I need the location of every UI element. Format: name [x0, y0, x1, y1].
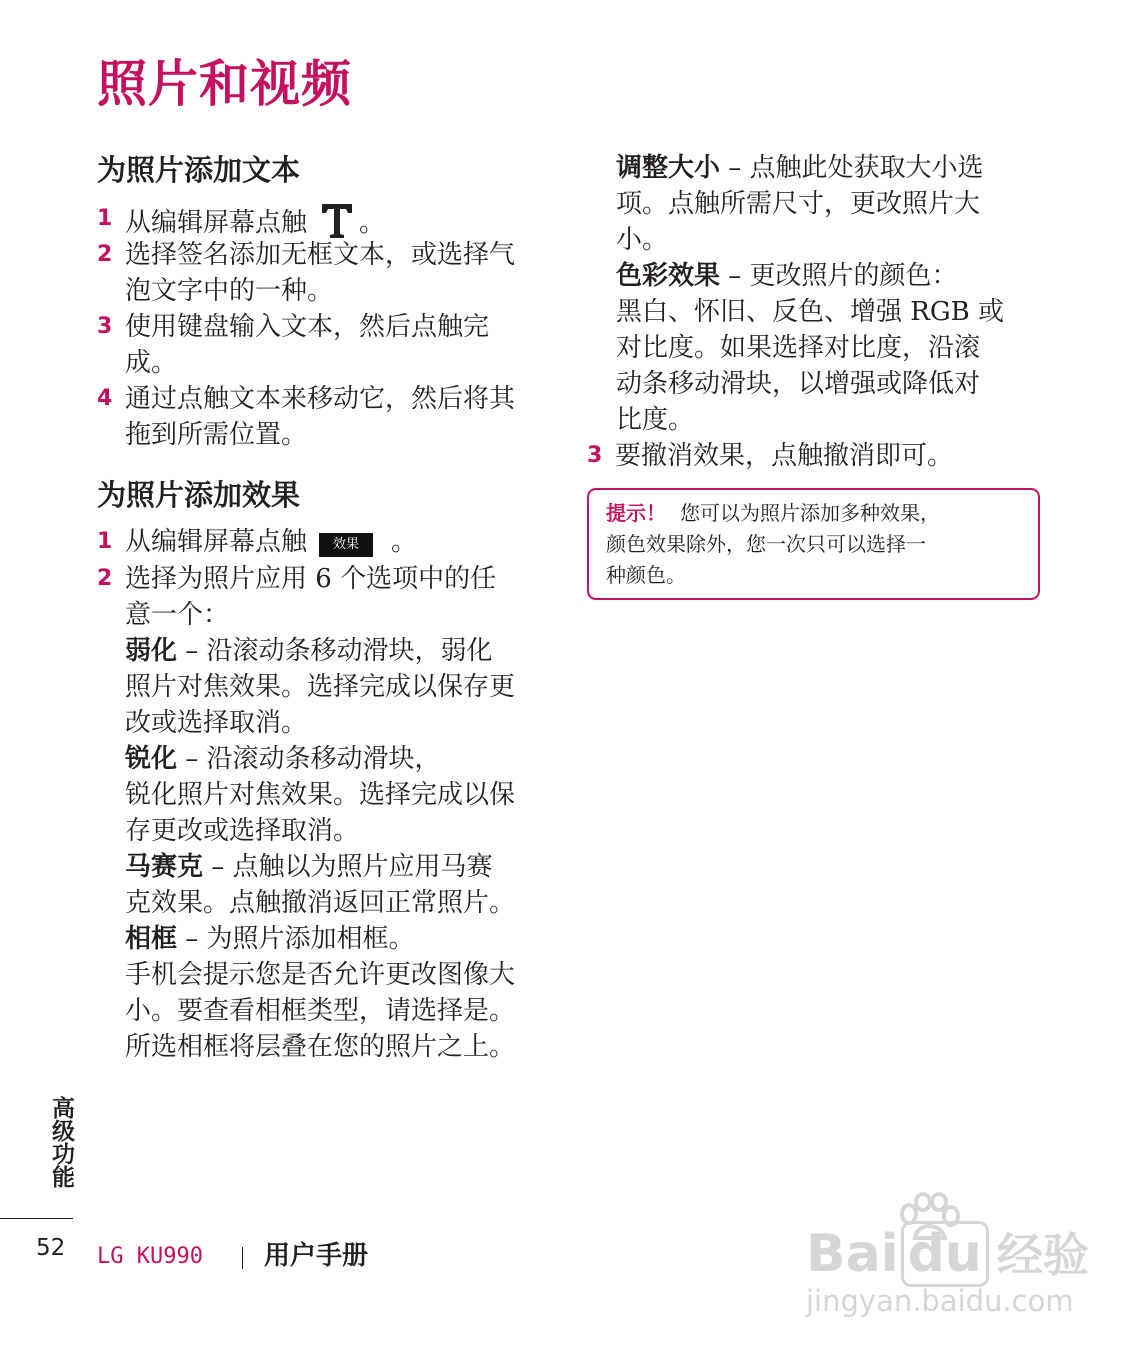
option-text: 照片对焦效果。选择完成以保存更 [125, 672, 516, 702]
watermark-logo [806, 1226, 1089, 1283]
footer-model: LG KU990 [97, 1244, 203, 1269]
effect-button-image: 效果 [319, 533, 373, 557]
step-text: 要撤消效果，点触撤消即可。 [615, 441, 954, 471]
tip-text: 种颜色。 [606, 563, 686, 587]
option-resize: 调整大小 – 点触此处获取大小选 项。点触所需尺寸，更改照片大 小。 色彩效果 – 更改照片的颜色： 黑白、怀旧、反色、增强 RGB 或 对比度。如果选择对比度，沿滚 动条移动滑块，以增强或降低对 比度。 [616, 150, 1004, 438]
watermark-product: 经验 [996, 1228, 1089, 1282]
list-item [97, 237, 515, 309]
step-text: 意一个： [125, 600, 230, 630]
page-number: 52 [36, 1235, 66, 1261]
option-text: 动条移动滑块，以增强或降低对 [616, 369, 981, 399]
section-heading-add-text: 为照片添加文本 [97, 153, 301, 187]
step-text: 。 [359, 208, 386, 238]
option-text: 对比度。如果选择对比度，沿滚 [616, 333, 981, 363]
option-mosaic: 马赛克 – 点触以为照片应用马赛 [125, 852, 493, 882]
option-text: 所选相框将层叠在您的照片之上。 [125, 1032, 516, 1062]
option-sharpen: 锐化 – 沿滚动条移动滑块， [125, 744, 441, 774]
footer-divider [242, 1247, 243, 1269]
list-item [97, 561, 515, 1065]
list-item [97, 381, 515, 453]
watermark-brand-box: du [901, 1221, 989, 1287]
watermark-url: jingyan.baidu.com [806, 1284, 1074, 1318]
option-text: 改或选择取消。 [125, 708, 308, 738]
option-soften: 弱化 – 沿滚动条移动滑块，弱化 [125, 636, 493, 666]
option-term: 相框 [125, 924, 178, 954]
step-text: 选择签名添加无框文本，或选择气 [125, 240, 516, 270]
tip-box [587, 488, 1040, 600]
text-tool-icon [321, 201, 353, 239]
step-text: 通过点触文本来移动它，然后将其 [125, 384, 516, 414]
list-item [587, 438, 953, 474]
step-number: 3 [97, 314, 113, 339]
step-number: 4 [97, 386, 113, 411]
tip-text: 颜色效果除外，您一次只可以选择一 [606, 532, 926, 556]
option-term: 调整大小 [616, 153, 721, 183]
step-text: 泡文字中的一种。 [125, 276, 334, 306]
option-text: 小。要查看相框类型，请选择是。 [125, 996, 516, 1026]
option-text: 比度。 [616, 405, 695, 435]
option-term: 色彩效果 [616, 261, 721, 291]
option-text: 小。 [616, 225, 669, 255]
page-title: 照片和视频 [97, 54, 352, 113]
option-text: 锐化照片对焦效果。选择完成以保 [125, 780, 516, 810]
step-text: 成。 [125, 348, 178, 378]
step-number: 1 [97, 529, 113, 554]
list-item [97, 309, 489, 381]
step-text: 从编辑屏幕点触 [125, 527, 308, 557]
step-text: 拖到所需位置。 [125, 420, 308, 450]
step-number: 1 [97, 206, 113, 231]
step-text: 。 [391, 527, 418, 557]
step-number: 2 [97, 566, 113, 591]
tip-text: 您可以为照片添加多种效果， [680, 501, 940, 525]
list-item [97, 524, 417, 560]
option-text: 克效果。点触撤消返回正常照片。 [125, 888, 516, 918]
step-text: 从编辑屏幕点触 [125, 208, 308, 238]
option-frame: 相框 – 为照片添加相框。 [125, 924, 415, 954]
side-divider [0, 1218, 73, 1219]
side-section-label: 高级功能 [48, 1096, 74, 1188]
section-heading-add-effects: 为照片添加效果 [97, 478, 301, 512]
option-text: 项。点触所需尺寸，更改照片大 [616, 189, 981, 219]
option-text: 黑白、怀旧、反色、增强 RGB 或 [616, 297, 1004, 327]
option-text: 存更改或选择取消。 [125, 816, 360, 846]
step-number: 2 [97, 242, 113, 267]
step-text: 使用键盘输入文本，然后点触完 [125, 312, 490, 342]
list-item [97, 201, 385, 241]
footer-manual-title: 用户手册 [264, 1241, 369, 1271]
option-text: 手机会提示您是否允许更改图像大 [125, 960, 516, 990]
step-number: 3 [587, 443, 603, 468]
tip-label: 提示！ [606, 501, 666, 525]
option-term: 马赛克 [125, 852, 204, 882]
step-text: 选择为照片应用 6 个选项中的任 [125, 564, 497, 594]
option-term: 锐化 [125, 744, 178, 774]
watermark-brand: Bai [806, 1224, 899, 1284]
option-term: 弱化 [125, 636, 178, 666]
